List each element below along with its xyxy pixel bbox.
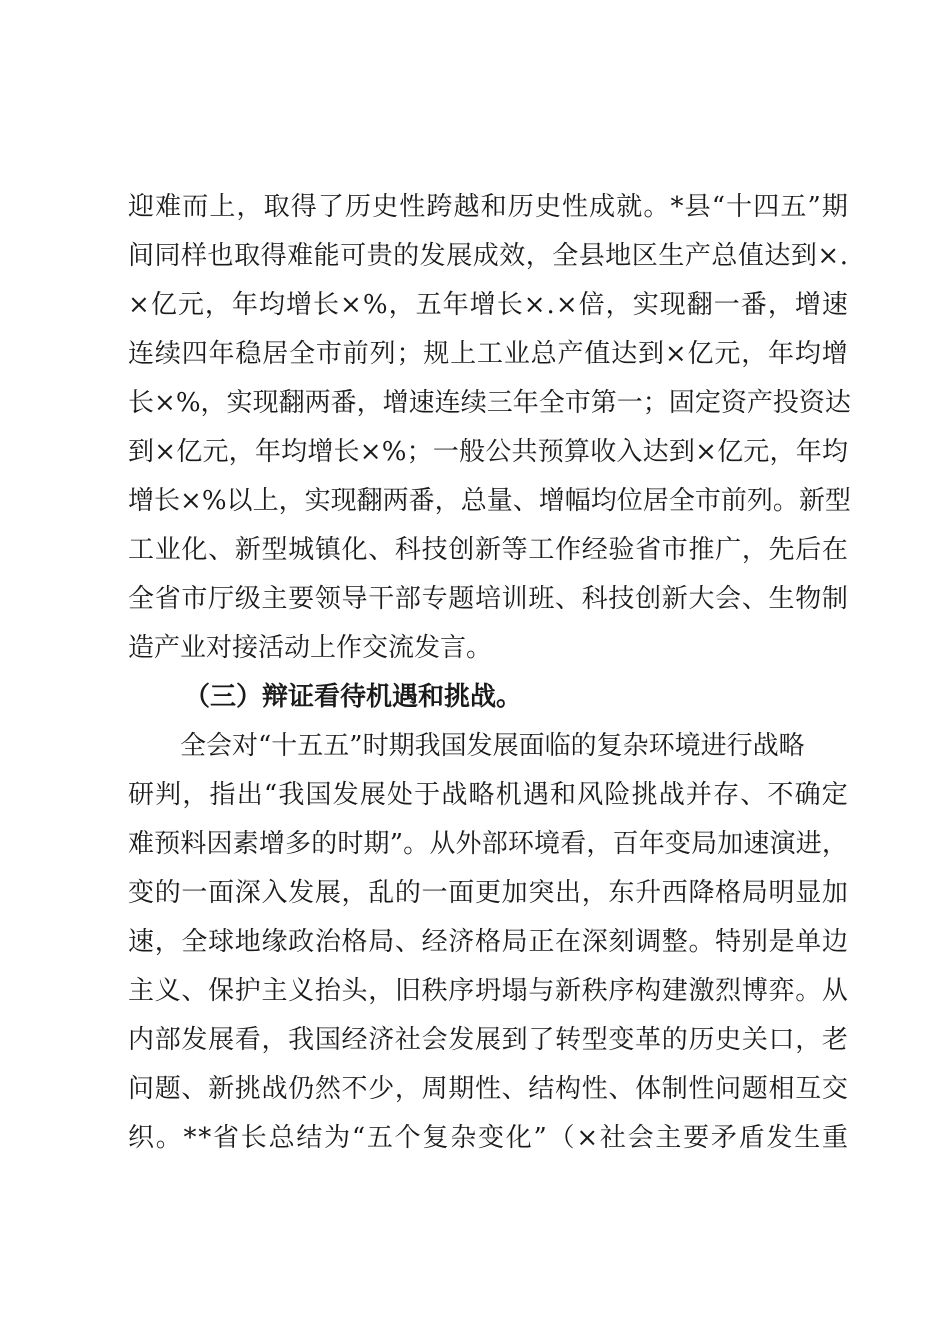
text-line: 到 × 亿 元 ， 年 均 增 长 × % ； 一 般 公 共 预 算 收 入 达 到 × 亿 元 ， 年 均 bbox=[128, 437, 848, 467]
text-line: 难 预 料 因 素 增 多 的 时 期 ” 。 从 外 部 环 境 看 ， 百 年 变 局 加 速 演 进 ， bbox=[128, 829, 848, 859]
section-heading: （三）辩证看待机遇和挑战。 bbox=[184, 682, 523, 712]
paragraph-last-line: 造产业对接活动上作交流发言。 bbox=[128, 633, 493, 663]
text-line: × 亿 元 ， 年 均 增 长 × % ， 五 年 增 长 × . × 倍 ， 实 现 翻 一 番 ， 增 速 bbox=[128, 290, 848, 320]
text-line: 织 。 * * 省 长 总 结 为 “ 五 个 复 杂 变 化 ” （ × 社 会 主 要 矛 盾 发 生 重 bbox=[128, 1123, 848, 1153]
text-line: 间 同 样 也 取 得 难 能 可 贵 的 发 展 成 效 ， 全 县 地 区 生 产 总 值 达 到 × . bbox=[128, 241, 848, 271]
text-line: 增 长 × % 以 上 ， 实 现 翻 两 番 ， 总 量 、 增 幅 均 位 居 全 市 前 列 。 新 型 bbox=[128, 486, 851, 516]
body-text bbox=[128, 183, 851, 1163]
paragraph-first-line: 全会对“十五五”时期我国发展面临的复杂环境进行战略 bbox=[180, 731, 805, 761]
text-line: 内 部 发 展 看 ， 我 国 经 济 社 会 发 展 到 了 转 型 变 革 的 历 史 关 口 ， 老 bbox=[128, 1025, 848, 1055]
text-line: 问 题 、 新 挑 战 仍 然 不 少 ， 周 期 性 、 结 构 性 、 体 制 性 问 题 相 互 交 bbox=[128, 1074, 848, 1104]
text-line: 全 省 市 厅 级 主 要 领 导 干 部 专 题 培 训 班 、 科 技 创 新 大 会 、 生 物 制 bbox=[128, 584, 848, 614]
text-line: 变 的 一 面 深 入 发 展 ， 乱 的 一 面 更 加 突 出 ， 东 升 西 降 格 局 明 显 加 bbox=[128, 878, 848, 908]
text-line: 迎 难 而 上 ， 取 得 了 历 史 性 跨 越 和 历 史 性 成 就 。 * 县 “ 十 四 五 ” 期 bbox=[128, 192, 848, 222]
text-line: 连 续 四 年 稳 居 全 市 前 列 ； 规 上 工 业 总 产 值 达 到 × 亿 元 ， 年 均 增 bbox=[128, 339, 848, 369]
text-line: 研 判 ， 指 出 “ 我 国 发 展 处 于 战 略 机 遇 和 风 险 挑 战 并 存 、 不 确 定 bbox=[128, 780, 848, 810]
text-line: 主 义 、 保 护 主 义 抬 头 ， 旧 秩 序 坍 塌 与 新 秩 序 构 建 激 烈 博 弈 。 从 bbox=[128, 976, 848, 1006]
text-line: 工 业 化 、 新 型 城 镇 化 、 科 技 创 新 等 工 作 经 验 省 市 推 广 ， 先 后 在 bbox=[128, 535, 848, 565]
text-line: 速 ， 全 球 地 缘 政 治 格 局 、 经 济 格 局 正 在 深 刻 调 整 。 特 别 是 单 边 bbox=[128, 927, 848, 957]
text-line: 长 × % ， 实 现 翻 两 番 ， 增 速 连 续 三 年 全 市 第 一 ； 固 定 资 产 投 资 达 bbox=[128, 388, 851, 418]
